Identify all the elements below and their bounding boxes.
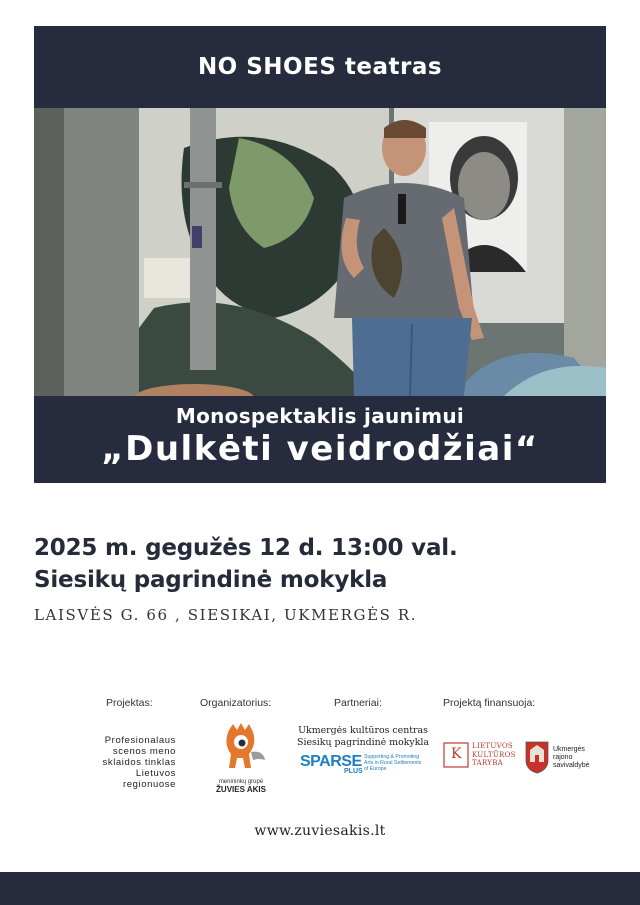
project-line: scenos meno	[112, 746, 176, 757]
partner-line-1: Ukmergės kultūros centras	[298, 725, 428, 736]
sparse-tagline: Supporting & Promoting Arts in Rural Settlements of Europe	[364, 754, 422, 773]
lkt-letter: K	[451, 746, 462, 762]
funder-label: Projektą finansuoja:	[443, 697, 536, 709]
organizer-label: Organizatorius:	[200, 697, 272, 709]
ukm-name-line: Ukmergės	[553, 746, 585, 753]
ukm-name-line: rajono	[553, 754, 573, 761]
event-venue: Siesikų pagrindinė mokykla	[34, 567, 388, 593]
ukm-name	[553, 746, 590, 770]
project-line: Profesionalaus	[104, 735, 176, 746]
show-title: „Dulkėti veidrodžiai“	[101, 429, 539, 469]
organizer-caption-2: ŽUVIES AKIS	[216, 785, 266, 794]
ukmerge-municipality-logo	[524, 740, 594, 776]
project-description	[80, 735, 176, 790]
coat-of-arms-icon	[524, 740, 550, 774]
header-band	[34, 26, 606, 108]
troupe-name: NO SHOES teatras	[197, 54, 443, 80]
partner-line-2: Siesikų pagrindinė mokykla	[297, 737, 429, 748]
project-line: sklaidos tinklas	[102, 757, 176, 768]
sparse-wordmark: SPARSE	[300, 753, 362, 770]
organizer-logo	[215, 722, 267, 792]
event-address: LAISVĖS G. 66 , SIESIKAI, UKMERGĖS R.	[34, 606, 418, 624]
website-link[interactable]: www.zuviesakis.lt	[254, 823, 386, 839]
event-date-time: 2025 m. gegužės 12 d. 13:00 val.	[34, 535, 458, 561]
organizer-caption-1: menininkų grupė	[218, 779, 264, 785]
sparse-plus-logo	[300, 752, 422, 780]
performer-photo	[34, 108, 606, 396]
title-band	[34, 396, 606, 483]
ukm-name-line: savivaldybė	[553, 762, 590, 769]
lkt-logo	[443, 741, 523, 771]
sparse-plus: PLUS	[344, 768, 363, 775]
bottom-band	[0, 872, 640, 905]
fish-eye-figure-icon	[215, 722, 267, 772]
project-label: Projektas:	[106, 697, 153, 709]
project-line: Lietuvos regionuose	[122, 768, 176, 790]
partners-label: Partneriai:	[334, 697, 382, 709]
lkt-name: LIETUVOS KULTŪROS TARYBA	[472, 742, 516, 767]
show-subtitle: Monospektaklis jaunimui	[175, 404, 465, 428]
